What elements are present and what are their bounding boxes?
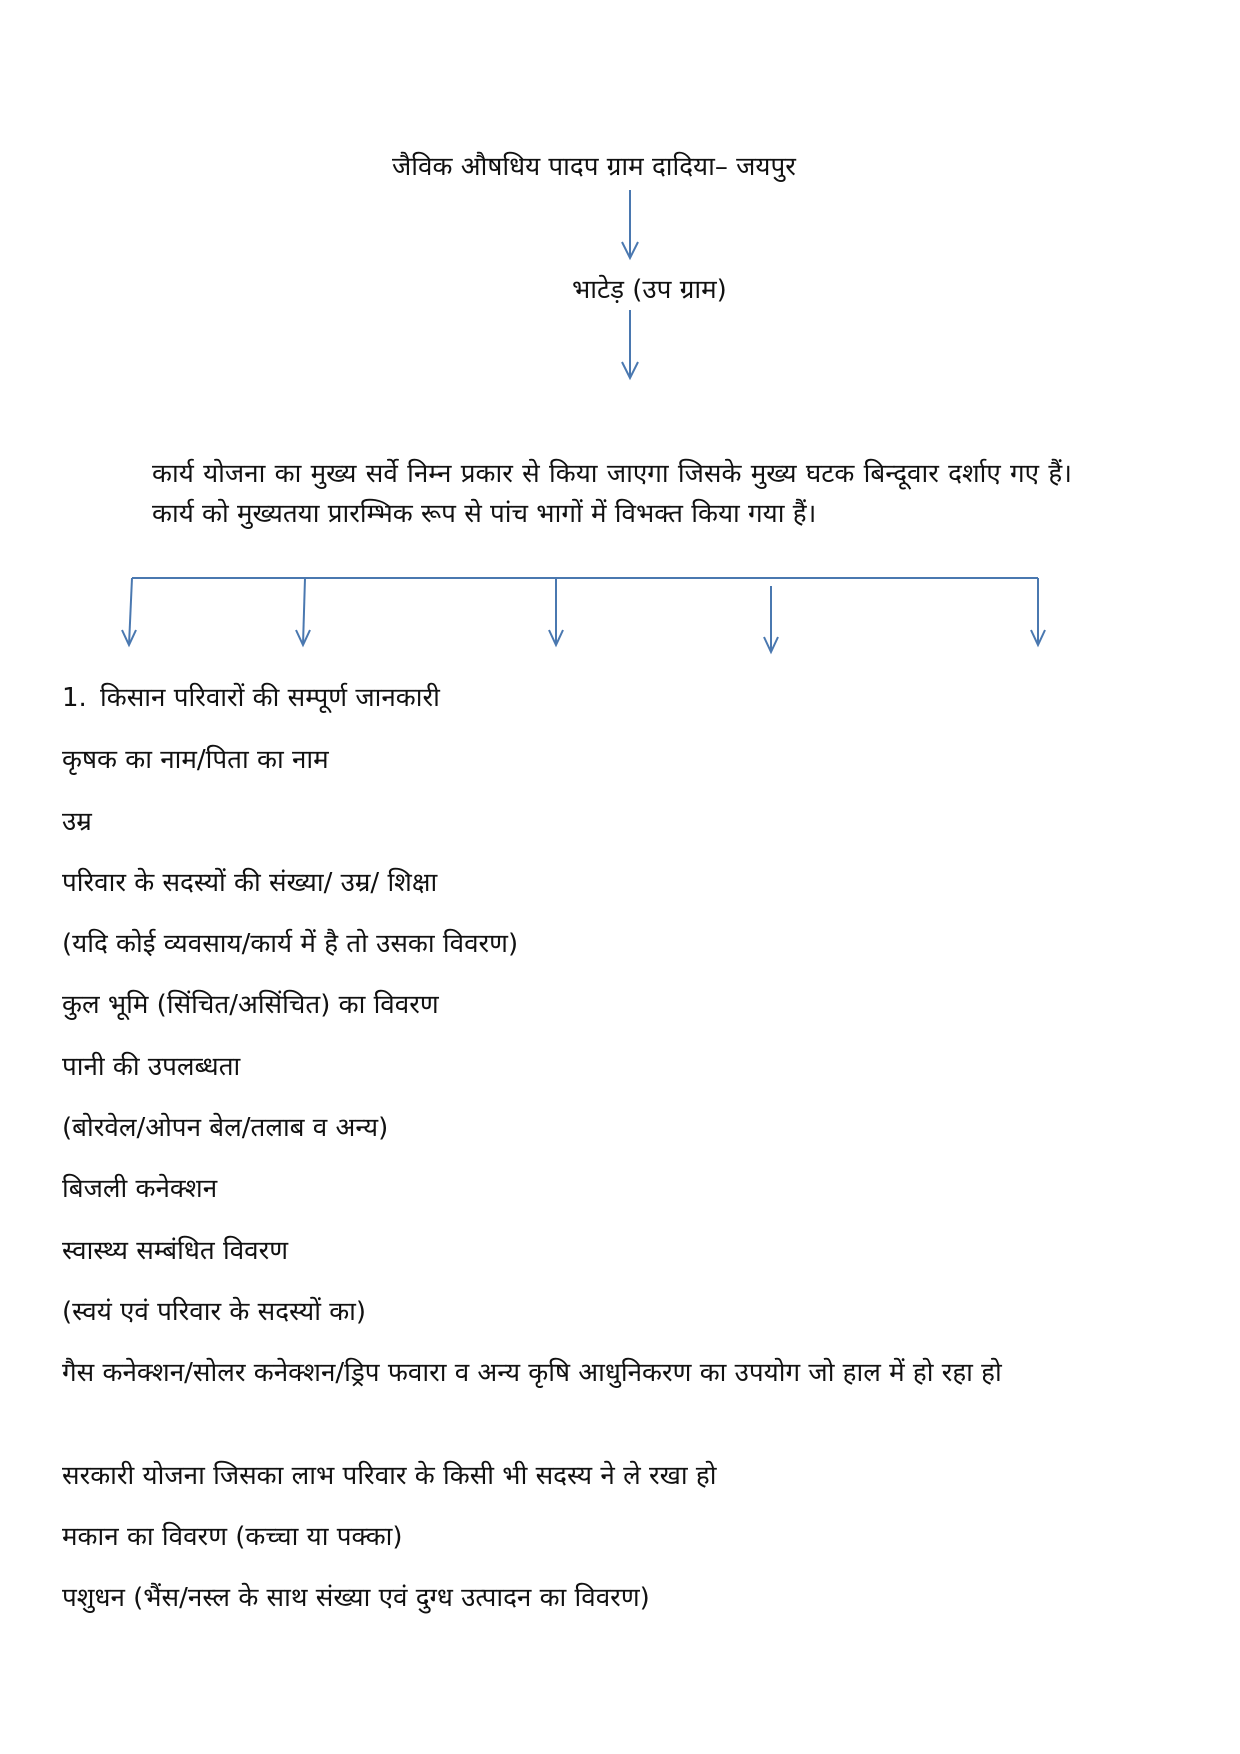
diagram-sub-title: भाटेड़ (उप ग्राम) [572,275,727,305]
branch-arrow-2 [303,578,305,645]
list-item: गैस कनेक्शन/सोलर कनेक्शन/ड्रिप फवारा व अन्य कृषि आधुनिकरण का उपयोग जो हाल में हो रहा हो [62,1358,1002,1388]
list-item: परिवार के सदस्यों की संख्या/ उम्र/ शिक्षा [62,868,438,898]
list-item: पशुधन (भैंस/नस्ल के साथ संख्या एवं दुग्ध उत्पादन का विवरण) [62,1583,650,1613]
intro-paragraph: कार्य योजना का मुख्य सर्वे निम्न प्रकार से किया जाएगा जिसके मुख्य घटक बिन्दूवार दर्शाए गए हैं। कार्य को मुख्यतया प्रारम्भिक रूप से पांच भागों में विभक्त किया गया हैं। [152,459,1072,529]
list-item: बिजली कनेक्शन [62,1174,218,1204]
section-heading [62,678,440,718]
list-item: कुल भूमि (सिंचित/असिंचित) का विवरण [62,990,439,1020]
arrowhead-root-to-sub [622,242,638,258]
list-item: (बोरवेल/ओपन बेल/तलाब व अन्य) [62,1113,389,1143]
branch-arrowhead-1 [122,630,136,645]
branch-arrowhead-3 [549,630,563,645]
list-item: (स्वयं एवं परिवार के सदस्यों का) [62,1297,367,1327]
list-item: मकान का विवरण (कच्चा या पक्का) [62,1522,403,1552]
branch-arrowhead-2 [296,630,310,645]
list-item: उम्र [62,807,92,837]
list-item: पानी की उपलब्धता [62,1052,241,1082]
branch-arrowhead-5 [1031,630,1045,645]
branch-arrowhead-4 [764,637,778,652]
list-item: सरकारी योजना जिसका लाभ परिवार के किसी भी सदस्य ने ले रखा हो [62,1461,717,1491]
section-number: 1. [62,683,87,713]
diagram-root-title: जैविक औषधिय पादप ग्राम दादिया– जयपुर [392,152,796,182]
list-item: (यदि कोई व्यवसाय/कार्य में है तो उसका विवरण) [62,929,519,959]
list-item: कृषक का नाम/पिता का नाम [62,745,329,775]
section-heading-text: किसान परिवारों की सम्पूर्ण जानकारी [100,683,440,713]
list-item: स्वास्थ्य सम्बंधित विवरण [62,1236,289,1266]
arrowhead-sub-to-paragraph [622,362,638,378]
branch-arrow-1 [129,578,132,645]
